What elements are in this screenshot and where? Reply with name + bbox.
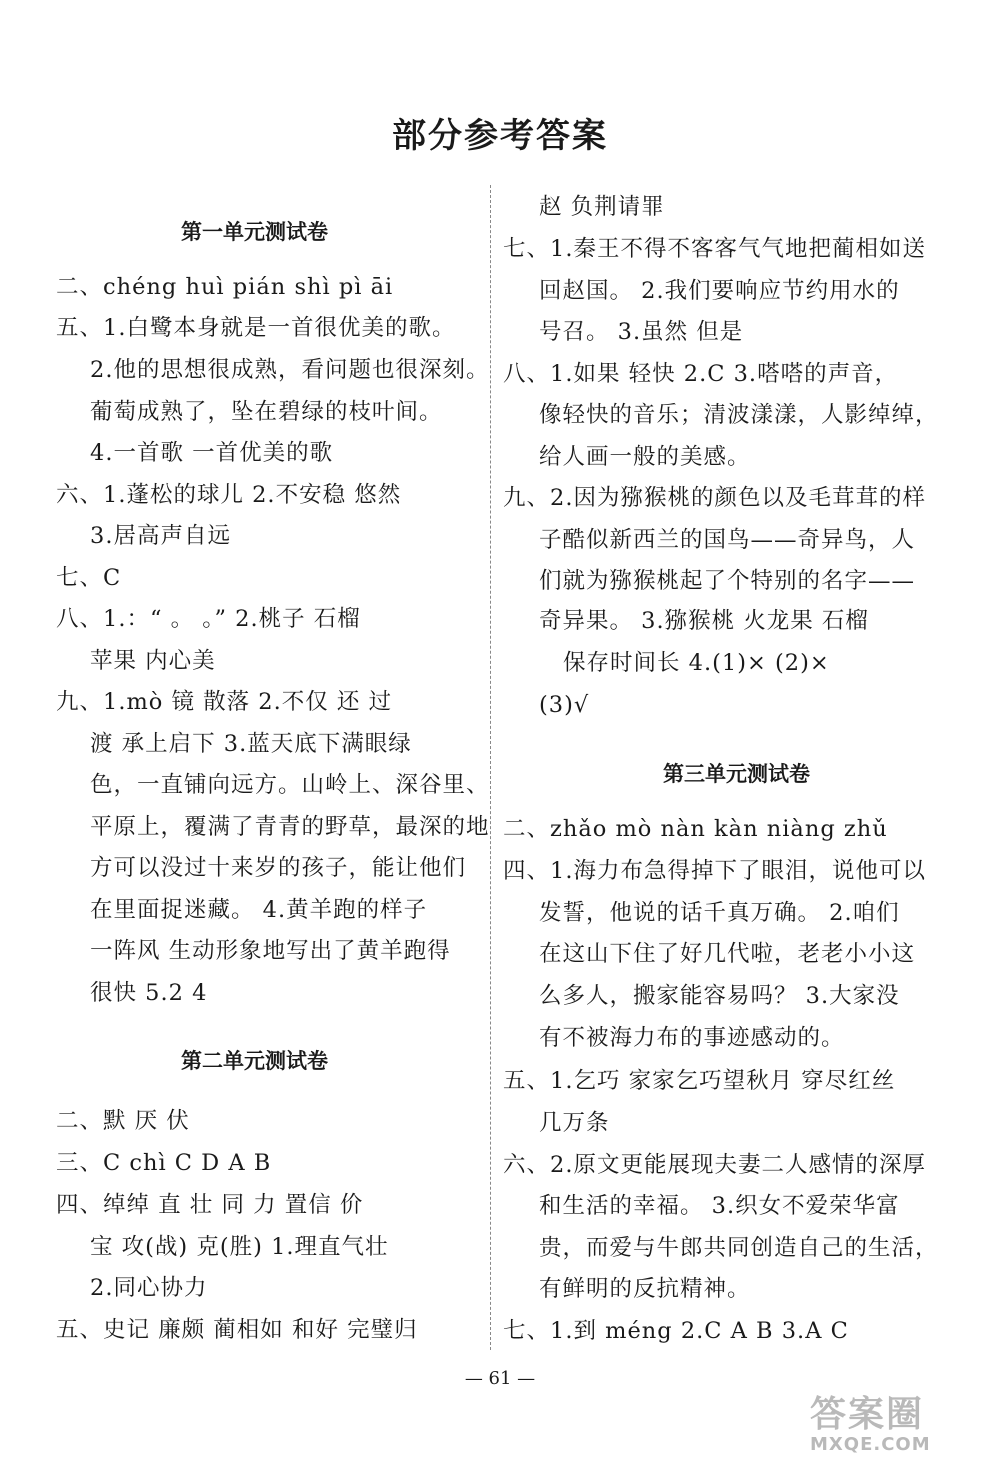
answer-line: 和生活的幸福。 3.织女不爱荣华富 [539,1193,900,1219]
answer-line: 子酷似新西兰的国鸟——奇异鸟，人 [539,527,916,553]
answer-line: 四、绰绰 直 壮 同 力 置信 价 [56,1192,364,1218]
answer-line: 有鲜明的反抗精神。 [539,1276,751,1302]
answer-line: 号召。 3.虽然 但是 [539,319,744,345]
answer-line: 二、默 厌 伏 [56,1108,190,1134]
answer-line: 发誓，他说的话千真万确。 2.咱们 [539,900,900,926]
answer-line: 赵 负荆请罪 [539,194,665,220]
answer-line: 像轻快的音乐；清波漾漾，人影绰绰， [539,402,939,428]
answer-line: 渡 承上启下 3.蓝天底下满眼绿 [90,731,412,757]
answer-line: 葡萄成熟了，坠在碧绿的枝叶间。 [90,399,443,425]
watermark-url: MXQE.COM [810,1434,931,1455]
answer-line: 苹果 内心美 [90,648,216,674]
answer-line: 回赵国。 2.我们要响应节约用水的 [539,278,900,304]
answer-line: 宝 攻(战) 克(胜) 1.理直气壮 [90,1234,389,1260]
column-divider [490,185,491,1350]
unit3-heading: 第三单元测试卷 [663,762,810,786]
unit2-heading: 第二单元测试卷 [181,1049,328,1073]
answer-line: 在里面捉迷藏。 4.黄羊跑的样子 [90,897,428,923]
answer-line: 几万条 [539,1110,610,1136]
answer-line: 五、1.白鹭本身就是一首很优美的歌。 [56,315,456,341]
answer-line: 九、2.因为猕猴桃的颜色以及毛茸茸的样 [503,485,926,511]
answer-line: 有不被海力布的事迹感动的。 [539,1025,845,1051]
answer-line: 七、1.到 méng 2.C A B 3.A C [503,1318,849,1344]
answer-line: 四、1.海力布急得掉下了眼泪，说他可以 [503,858,926,884]
answer-line: 2.他的思想很成熟，看问题也很深刻。 [90,357,490,383]
answer-line: 一阵风 生动形象地写出了黄羊跑得 [90,938,451,964]
page-number: — 61 — [464,1368,536,1389]
answer-line: 六、1.蓬松的球儿 2.不安稳 悠然 [56,482,402,508]
page-title: 部分参考答案 [392,116,608,156]
answer-line: 贵，而爱与牛郎共同创造自己的生活， [539,1235,939,1261]
answer-line: 3.居高声自远 [90,523,231,549]
answer-line: 保存时间长 4.(1)× (2)× [563,650,830,676]
answer-line: 五、1.乞巧 家家乞巧望秋月 穿尽红丝 [503,1068,896,1094]
answer-line: 八、1.：“ 。 。” 2.桃子 石榴 [56,606,361,632]
answer-line: 奇异果。 3.猕猴桃 火龙果 石榴 [539,608,869,634]
unit1-heading: 第一单元测试卷 [181,220,328,244]
answer-line: 五、史记 廉颇 蔺相如 和好 完璧归 [56,1317,418,1343]
answer-line: 三、C chì C D A B [56,1150,272,1176]
answer-line: 们就为猕猴桃起了个特别的名字—— [539,568,916,594]
answer-line: 七、C [56,565,122,591]
answer-line: 4.一首歌 一首优美的歌 [90,440,334,466]
answer-line: 色，一直铺向远方。山岭上、深谷里、 [90,772,490,798]
watermark-logo: 答案圈 [810,1394,925,1435]
answer-line: 在这山下住了好几代啦，老老小小这 [539,941,916,967]
answer-line: 平原上，覆满了青青的野草，最深的地 [90,814,490,840]
answer-line: 2.同心协力 [90,1275,208,1301]
answer-line: 给人画一般的美感。 [539,444,751,470]
answer-line: 二、chéng huì pián shì pì āi [56,274,394,300]
answer-line: 方可以没过十来岁的孩子，能让他们 [90,855,467,881]
answer-line: 八、1.如果 轻快 2.C 3.嗒嗒的声音， [503,361,899,387]
answer-line: 二、zhǎo mò nàn kàn niàng zhǔ [503,816,888,842]
answer-line: 六、2.原文更能展现夫妻二人感情的深厚 [503,1152,926,1178]
answer-line: (3)√ [539,692,590,718]
answer-line: 七、1.秦王不得不客客气气地把蔺相如送 [503,236,926,262]
answer-line: 很快 5.2 4 [90,980,208,1006]
answer-line: 么多人，搬家能容易吗？ 3.大家没 [539,983,900,1009]
watermark [810,1395,990,1455]
answer-line: 九、1.mò 镜 散落 2.不仅 还 过 [56,689,393,715]
